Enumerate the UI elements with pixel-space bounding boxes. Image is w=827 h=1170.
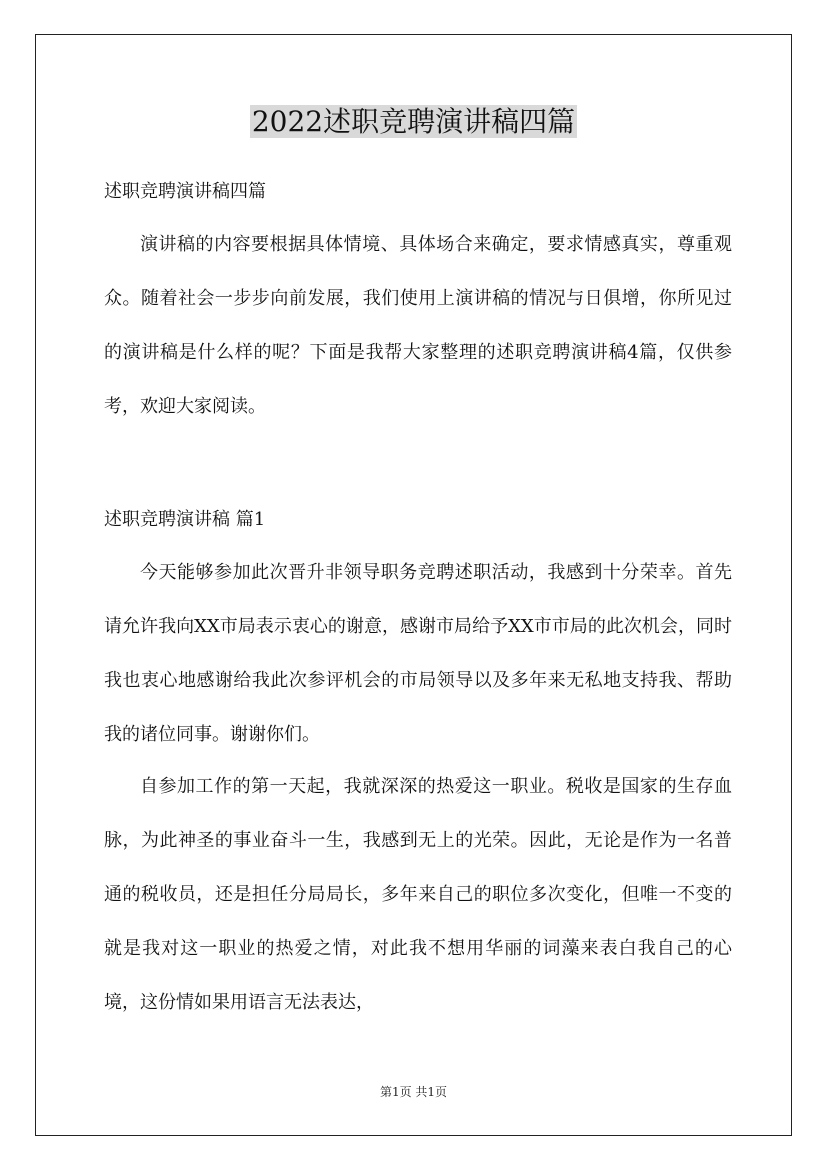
body-paragraph-2: 自参加工作的第一天起，我就深深的热爱这一职业。税收是国家的生存血脉，为此神圣的事业奋斗一生，我感到无上的光荣。因此，无论是作为一名普通的税收员，还是担任分局局长，多年来自己的职位多次变化，但唯一不变的就是我对这一职业的热爱之情，对此我不想用华丽的词藻来表白我自己的心境，这份情如果用语言无法表达， (104, 776, 732, 1013)
body-paragraph-1: 今天能够参加此次晋升非领导职务竞聘述职活动，我感到十分荣幸。首先请允许我向XX市局表示衷心的谢意，感谢市局给予XX市市局的此次机会，同时我也衷心地感谢给我此次参评机会的市局领导以及多年来无私地支持我、帮助我的诸位同事。谢谢你们。 (104, 562, 732, 745)
section-heading: 述职竞聘演讲稿 篇1 (104, 509, 266, 530)
document-subtitle: 述职竞聘演讲稿四篇 (104, 181, 266, 202)
document-title-text: 2022述职竞聘演讲稿四篇 (251, 105, 576, 138)
intro-paragraph: 演讲稿的内容要根据具体情境、具体场合来确定，要求情感真实，尊重观众。随着社会一步步向前发展，我们使用上演讲稿的情况与日俱增，你所见过的演讲稿是什么样的呢？下面是我帮大家整理的述职竞聘演讲稿4篇，仅供参考，欢迎大家阅读。 (104, 234, 732, 417)
page-footer: 第1页 共1页 (379, 1085, 448, 1099)
document-title (0, 100, 827, 144)
